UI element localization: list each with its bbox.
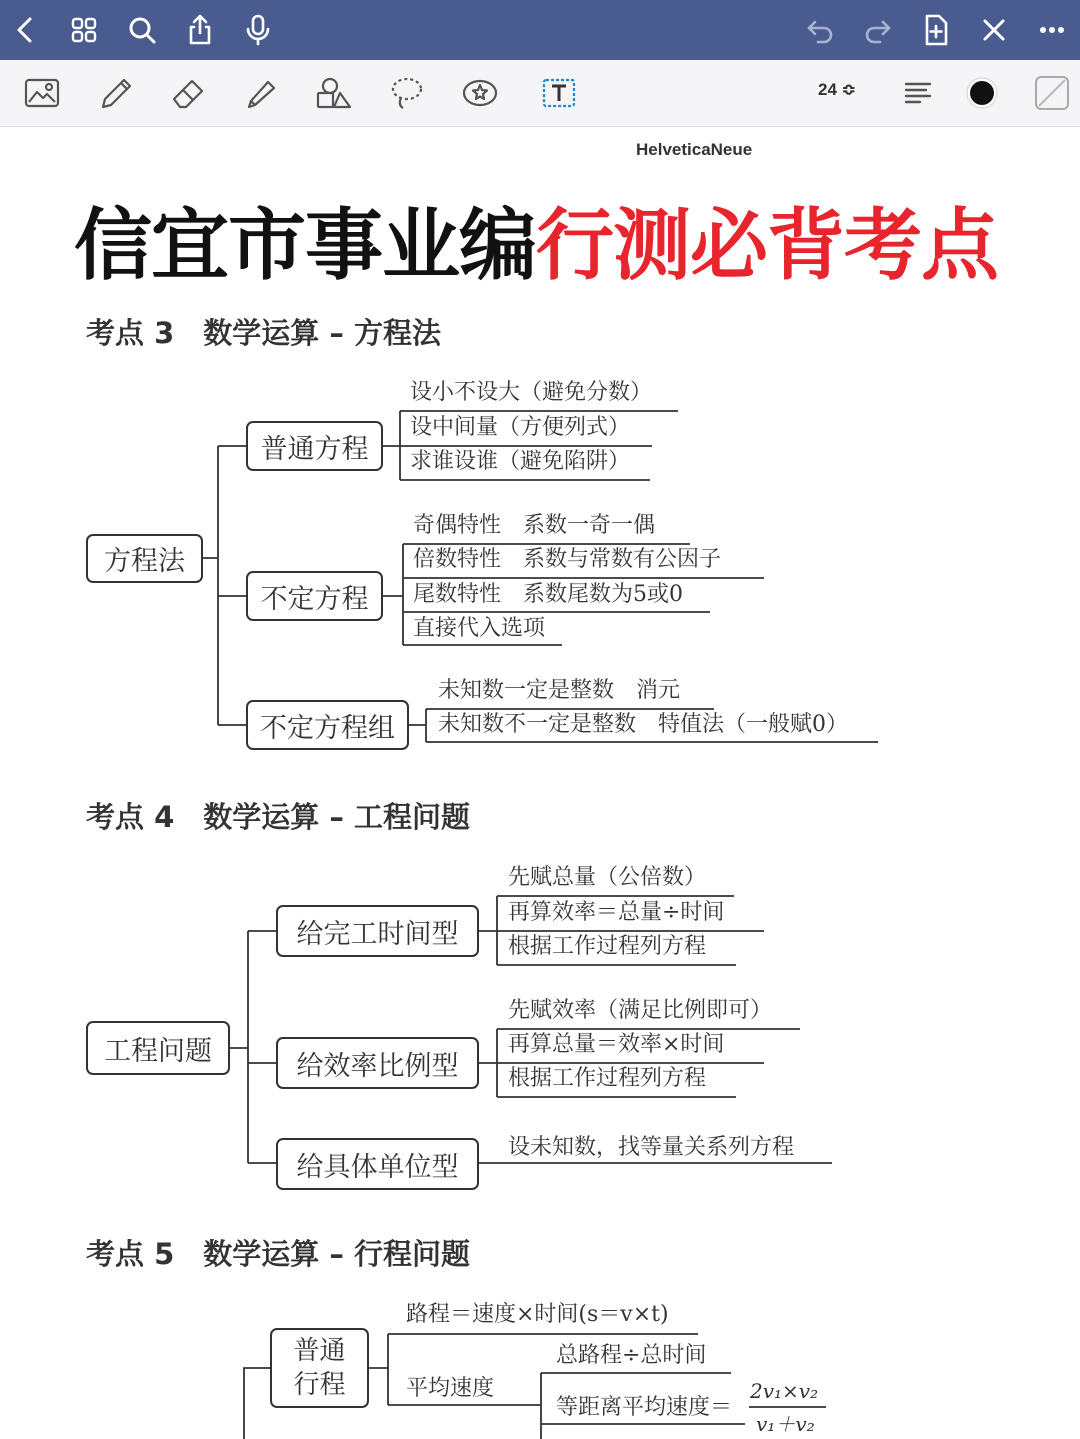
leaf-item: 未知数一定是整数 消元: [438, 678, 681, 703]
title-black-part: 信宜市事业编: [74, 201, 537, 291]
leaf-item: 再算效率＝总量÷时间: [508, 900, 725, 925]
branch-node: 给完工时间型: [276, 905, 479, 957]
section3-heading: 考点 3 数学运算 – 方程法: [86, 316, 441, 350]
branch-node: 不定方程: [246, 571, 383, 621]
formula-denominator: v₁＋v₂: [756, 1412, 815, 1436]
font-name-selector[interactable]: HelveticaNeue: [636, 140, 753, 159]
leaf-item: 设未知数，找等量关系列方程: [508, 1135, 795, 1160]
font-size-selector[interactable]: 24 ≎: [818, 80, 856, 99]
leaf-item: 先赋总量（公倍数）: [508, 865, 707, 890]
branch-node-ordinary-travel: [270, 1328, 369, 1408]
leaf-item: 等距离平均速度＝: [556, 1395, 733, 1420]
branch-node: 给具体单位型: [276, 1138, 479, 1190]
branch-node: 普通方程: [246, 421, 383, 471]
leaf-item: 先赋效率（满足比例即可）: [508, 998, 773, 1023]
branch-label-line: 行程: [293, 1370, 346, 1400]
section5-heading: 考点 5 数学运算 – 行程问题: [86, 1237, 470, 1271]
leaf-item: 奇偶特性 系数一奇一偶: [413, 513, 656, 538]
leaf-item: 根据工作过程列方程: [508, 1066, 707, 1091]
branch-node: 不定方程组: [246, 700, 409, 750]
leaf-item: 设小不设大（避免分数）: [410, 380, 653, 405]
section3-root-node: 方程法: [86, 534, 203, 583]
leaf-item: 总路程÷总时间: [556, 1343, 707, 1368]
leaf-item: 未知数不一定是整数 特值法（一般赋0）: [438, 712, 848, 737]
leaf-item: 直接代入选项: [413, 616, 546, 641]
leaf-item: 求谁设谁（避免陷阱）: [410, 449, 631, 474]
branch-node: 给效率比例型: [276, 1037, 479, 1089]
leaf-item: 再算总量＝效率×时间: [508, 1032, 725, 1057]
leaf-item: 设中间量（方便列式）: [410, 415, 631, 440]
section4-root-node: 工程问题: [86, 1021, 230, 1075]
leaf-item: 根据工作过程列方程: [508, 934, 707, 959]
leaf-item: 倍数特性 系数与常数有公因子: [413, 547, 722, 572]
formula-numerator: 2v₁×v₂: [750, 1379, 819, 1403]
leaf-item: 尾数特性 系数尾数为5或0: [413, 582, 683, 607]
leaf-item-average-speed: 平均速度: [406, 1376, 495, 1401]
leaf-item: 路程＝速度×时间(s＝v×t): [406, 1302, 669, 1327]
section4-heading: 考点 4 数学运算 – 工程问题: [86, 800, 470, 834]
title-red-part: 行测必背考点: [536, 201, 999, 291]
branch-label-line: 普通: [293, 1336, 346, 1366]
